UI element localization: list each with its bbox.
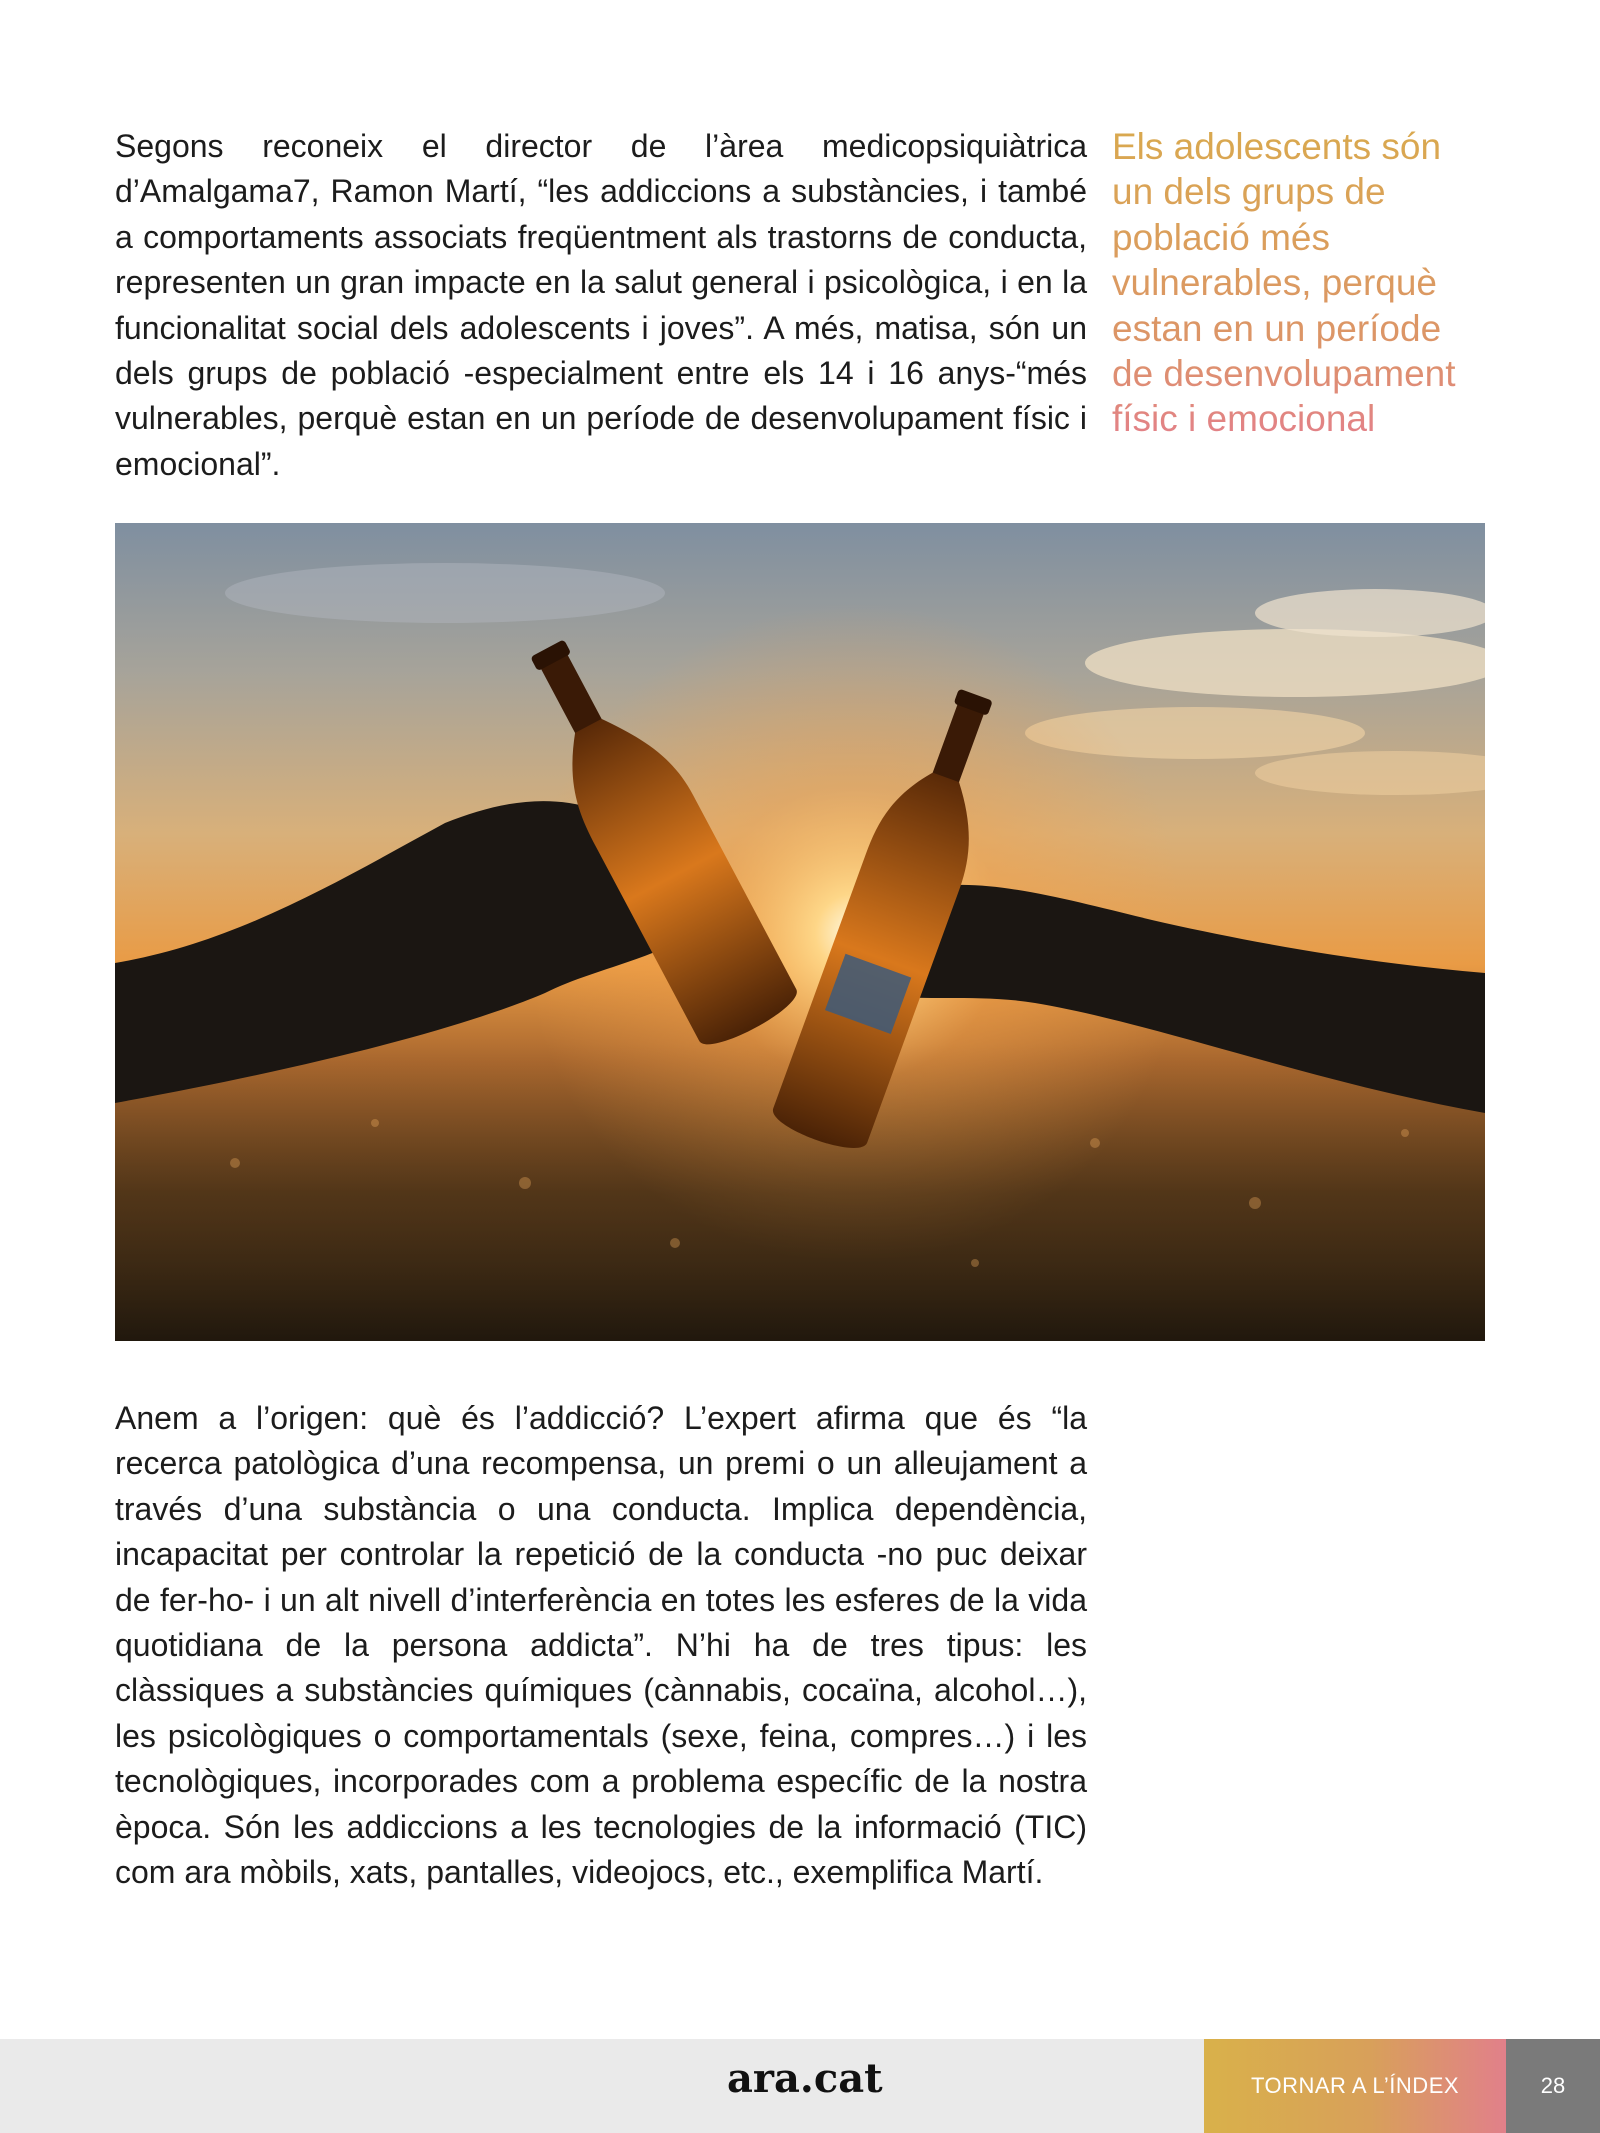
article-paragraph-1: Segons reconeix el director de l’àrea medicopsiquiàtrica d’Amalgama7, Ramon Martí, “les addiccions a substàncies, i també a comportaments associats freqüentment als trastorns de conducta, representen un gran impacte en la salut general i psicològica, i en la funcionalitat social dels adolescents i joves”. A més, matisa, són un dels grups de població -especialment entre els 14 i 16 anys-“més vulnerables, perquè estan en un període de desenvolupament físic i emocional”. [115,128,1087,482]
beer-toast-photo [115,523,1485,1341]
pull-quote: Els adolescents són un dels grups de població més vulnerables, perquè estan en un període de desenvolupament físic i emocional [1112,124,1492,442]
page-number: 28 [1506,2039,1600,2133]
article-paragraph-2: Anem a l’origen: què és l’addicció? L’expert afirma que és “la recerca patològica d’una recompensa, un premi o un alleujament a través d’una substància o una conducta. Implica dependència, incapacitat per controlar la repetició de la conducta -no puc deixar de fer-ho- i un alt nivell d’interferència en totes les esferes de la vida quotidiana de la persona addicta”. N’hi ha de tres tipus: les clàssiques a substàncies químiques (cànnabis, cocaïna, alcohol…), les psicològiques o comportamentals (sexe, feina, compres…) i les tecnològiques, incorporades com a problema específic de la nostra època. Són les addiccions a les tecnologies de la informació (TIC) com ara mòbils, xats, pantalles, videojocs, etc., exemplifica Martí. [115,1400,1087,1891]
brand-logo[interactable]: ara.cat [727,2055,883,2102]
back-to-index-button[interactable]: TORNAR A L’ÍNDEX [1204,2039,1506,2133]
footer-bar [0,2039,1600,2133]
